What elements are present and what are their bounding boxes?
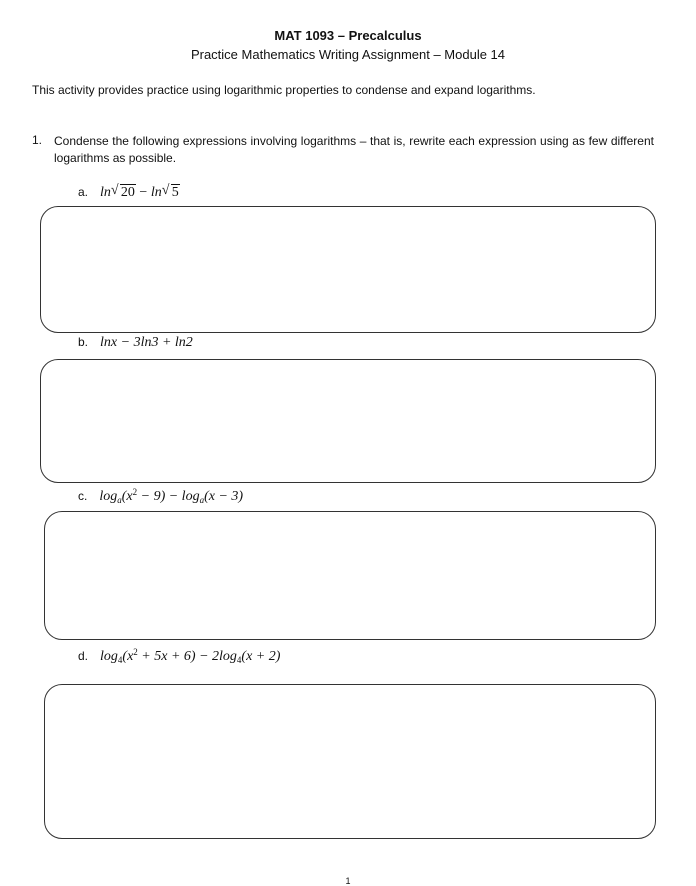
part-d-tail: (x + 2) [241,649,281,664]
part-b-letter: b. [78,335,89,349]
part-d-exponent: 2 [133,647,138,657]
part-c [78,487,243,505]
answer-box-c[interactable] [44,511,656,640]
part-c-base-2: a [199,495,205,505]
part-d-base-1: 4 [117,655,123,665]
part-b [78,335,193,351]
part-c-mid-1: (x [121,489,133,504]
part-c-expression [99,487,243,505]
question-text: Condense the following expressions involving logarithms – that is, rewrite each expression using as few different logarithms as possible. [54,134,654,165]
part-d-expression [100,647,280,665]
part-c-log-1: log [99,489,118,504]
part-a-sqrt-2 [162,185,180,200]
part-c-exponent: 2 [132,487,138,497]
part-c-tail: (x − 3) [204,489,244,504]
answer-box-b[interactable] [40,359,656,483]
part-a [78,185,180,201]
page-subtitle: Practice Mathematics Writing Assignment – Module 14 [190,47,506,62]
part-a-ln-1: ln [100,185,111,200]
part-a-minus: − [139,185,148,200]
part-b-expression: lnx − 3ln3 + ln2 [100,335,193,350]
part-a-radicand-2: 5 [171,185,179,200]
part-d-mid-2: + 5x + 6) − 2log [137,649,237,664]
part-d-mid-1: (x [122,649,134,664]
part-c-base-1: a [117,495,122,505]
part-d [78,647,280,665]
page-number: 1 [345,876,351,886]
part-d-log-1: log [100,649,118,664]
radical-icon: √ [110,183,119,198]
question-number: 1. [32,133,43,147]
part-a-expression [100,185,180,201]
part-c-mid-2: − 9) − log [137,489,200,504]
part-a-ln-2: ln [150,185,162,200]
radical-icon: √ [161,183,170,198]
intro-paragraph: This activity provides practice using logarithmic properties to condense and expand logarithms. [32,83,536,97]
part-d-base-2: 4 [236,655,242,665]
part-a-sqrt-1 [111,185,136,200]
part-d-letter: d. [78,649,89,663]
part-c-letter: c. [78,489,88,503]
part-a-letter: a. [78,185,89,199]
answer-box-a[interactable] [40,206,656,333]
part-a-radicand-1: 20 [120,185,135,200]
page-title: MAT 1093 – Precalculus [274,28,422,43]
answer-box-d[interactable] [44,684,656,839]
